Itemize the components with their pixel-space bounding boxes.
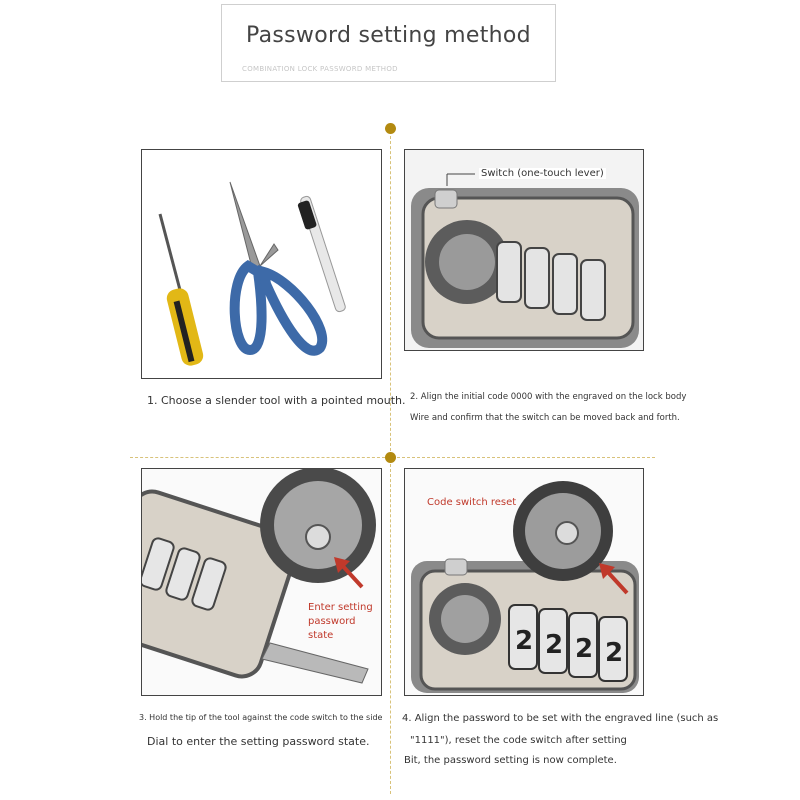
step-3-caption-line-2: Dial to enter the setting password state. (147, 735, 370, 748)
page-title: Password setting method (246, 23, 531, 48)
step-4-caption-line-1: 4. Align the password to be set with the engraved line (such as (402, 713, 719, 724)
divider-horizontal-right (397, 457, 655, 458)
dial-digit-1: 2 (515, 626, 534, 656)
step-2-image (404, 149, 644, 351)
step-4-image (404, 468, 644, 696)
code-switch-reset-callout: Code switch reset (427, 497, 517, 508)
step-1-caption: 1. Choose a slender tool with a pointed mouth. (147, 394, 406, 407)
step-2-caption-line-2: Wire and confirm that the switch can be moved back and forth. (410, 413, 680, 423)
title-box (221, 4, 556, 82)
dial-digit-2: 2 (545, 630, 564, 660)
divider-horizontal-left (130, 457, 385, 458)
divider-dot-top (385, 123, 396, 134)
step-1-image (141, 149, 382, 379)
switch-callout: Switch (one-touch lever) (481, 168, 604, 179)
pen-illustration (297, 195, 346, 312)
step-3-caption-line-1: 3. Hold the tip of the tool against the code switch to the side (139, 713, 383, 722)
step-4-caption-line-3: Bit, the password setting is now complete. (404, 755, 617, 766)
dial-digit-3: 2 (575, 634, 594, 664)
step-4-caption-line-2: "1111"), reset the code switch after setting (410, 735, 627, 746)
step-3-image (141, 468, 382, 696)
divider-vertical-bottom (390, 464, 391, 794)
screwdriver-illustration (160, 214, 205, 368)
enter-setting-callout: Enter setting password state (308, 602, 373, 641)
step-2-caption-line-1: 2. Align the initial code 0000 with the engraved on the lock body (410, 392, 687, 402)
page-subtitle: COMBINATION LOCK PASSWORD METHOD (242, 65, 398, 73)
dial-digit-4: 2 (605, 638, 624, 668)
divider-dot-center (385, 452, 396, 463)
